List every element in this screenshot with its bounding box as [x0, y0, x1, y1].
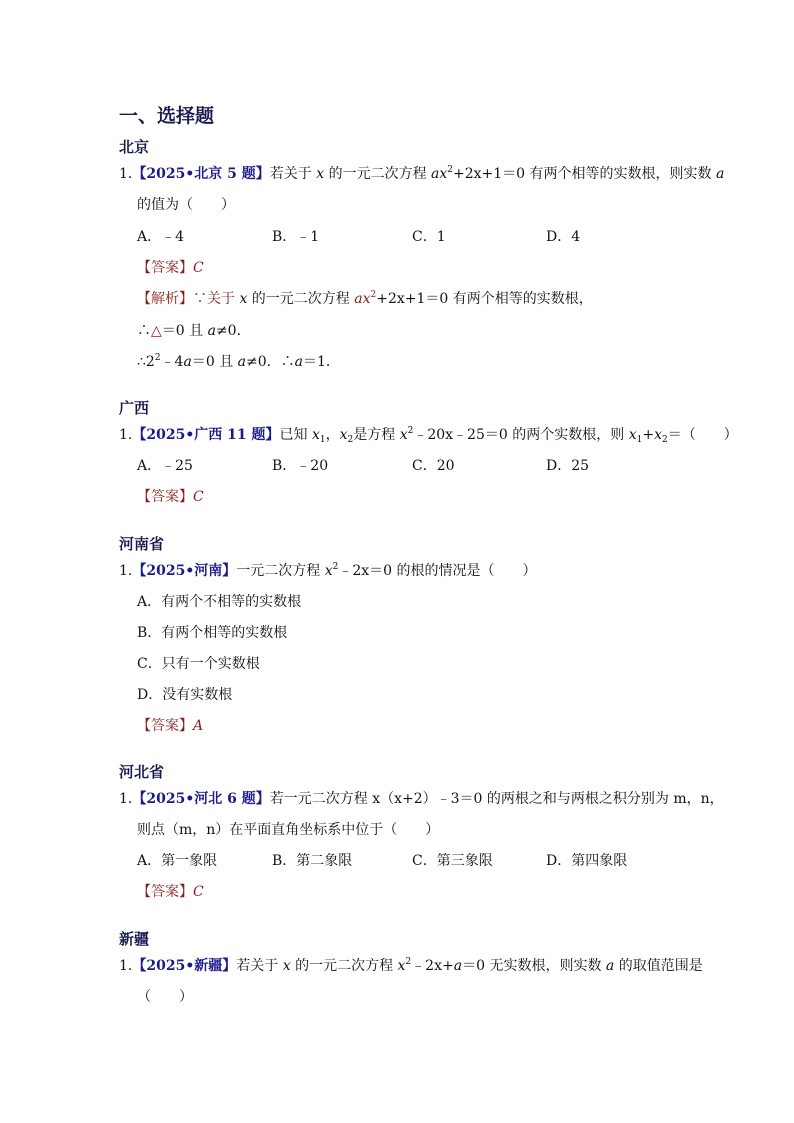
- source-tag: 【2025•河南】: [132, 563, 237, 579]
- answer-guangxi: [137, 488, 204, 506]
- answer-value: C: [193, 489, 204, 505]
- option-c: C．1: [412, 229, 446, 245]
- answer-value: A: [193, 718, 204, 734]
- question-number: 1.: [119, 563, 133, 579]
- option-a: A．﹣4: [137, 229, 185, 245]
- option-c: C．20: [412, 458, 455, 474]
- question-number: 1.: [119, 958, 133, 974]
- option-a: A．第一象限: [137, 853, 218, 869]
- analysis-line-3: $\therefore 2^2﹣4a=0$ 且 a≠0．∴a＝1．: [137, 353, 340, 370]
- answer-value: C: [193, 884, 204, 900]
- region-heading-beijing: 北京: [119, 138, 150, 156]
- answer-label: 【答案】: [137, 489, 193, 505]
- question-beijing: 1.【2025•北京 5 题】若关于 x 的一元二次方程 $ax^2+2x+1=0$ 有两个相等的实数根，则实数 a: [119, 165, 725, 182]
- analysis-line-2: ∴△＝0 且 a≠0．: [137, 323, 251, 339]
- region-heading-henan: 河南省: [119, 535, 165, 553]
- answer-value: C: [193, 260, 204, 276]
- section-title: 一、选择题: [119, 105, 215, 127]
- question-henan: 1.【2025•河南】一元二次方程 $x^2﹣2x=0$ 的根的情况是（ ）: [119, 562, 537, 579]
- question-number: 1.: [119, 166, 133, 182]
- region-heading-guangxi: 广西: [119, 399, 150, 417]
- option-c: C．只有一个实数根: [137, 656, 260, 672]
- answer-henan: [137, 717, 203, 735]
- answer-label: 【答案】: [137, 718, 193, 734]
- option-b: B．﹣1: [272, 229, 320, 245]
- question-number: 1.: [119, 427, 133, 443]
- answer-label: 【答案】: [137, 260, 193, 276]
- answer-beijing: [137, 259, 204, 277]
- option-d: D．4: [546, 229, 581, 245]
- region-heading-hebei: 河北省: [119, 763, 165, 781]
- option-c: C．第三象限: [412, 853, 493, 869]
- question-hebei: 1.【2025•河北 6 题】若一元二次方程 x（x+2）﹣3＝0 的两根之和与两根之积分别为 m，n，: [119, 791, 724, 807]
- question-hebei-line2: 则点（m，n）在平面直角坐标系中位于（ ）: [137, 822, 440, 838]
- option-d: D．没有实数根: [137, 687, 233, 703]
- analysis-label: 【解析】: [137, 291, 193, 307]
- option-b: B．有两个相等的实数根: [137, 625, 288, 641]
- source-tag: 【2025•北京 5 题】: [132, 166, 270, 182]
- analysis-line-1: 【解析】∵关于 x 的一元二次方程 $ax^2+2x+1=0$ 有两个相等的实数根，: [137, 290, 593, 307]
- question-xinjiang-line2: （ ）: [137, 989, 193, 1005]
- option-d: D．第四象限: [546, 853, 628, 869]
- option-a: A．有两个不相等的实数根: [137, 594, 302, 610]
- question-guangxi: 1.【2025•广西 11 题】已知 $x_1$，$x_2$是方程 $x^2﹣20x﹣25=0$ 的两个实数根，则 $x_1+x_2=$（ ）: [119, 426, 738, 445]
- question-number: 1.: [119, 791, 133, 807]
- option-a: A．﹣25: [137, 458, 193, 474]
- question-beijing-line2: 的值为（ ）: [137, 197, 235, 213]
- option-d: D．25: [546, 458, 590, 474]
- answer-label: 【答案】: [137, 884, 193, 900]
- source-tag: 【2025•广西 11 题】: [132, 427, 280, 443]
- source-tag: 【2025•河北 6 题】: [132, 791, 270, 807]
- region-heading-xinjiang: 新疆: [119, 930, 150, 948]
- question-xinjiang: 1.【2025•新疆】若关于 x 的一元二次方程 $x^2﹣2x+a=0$ 无实数根，则实数 a 的取值范围是: [119, 957, 703, 974]
- option-b: B．第二象限: [272, 853, 353, 869]
- source-tag: 【2025•新疆】: [132, 958, 237, 974]
- option-b: B．﹣20: [272, 458, 329, 474]
- answer-hebei: [137, 883, 204, 901]
